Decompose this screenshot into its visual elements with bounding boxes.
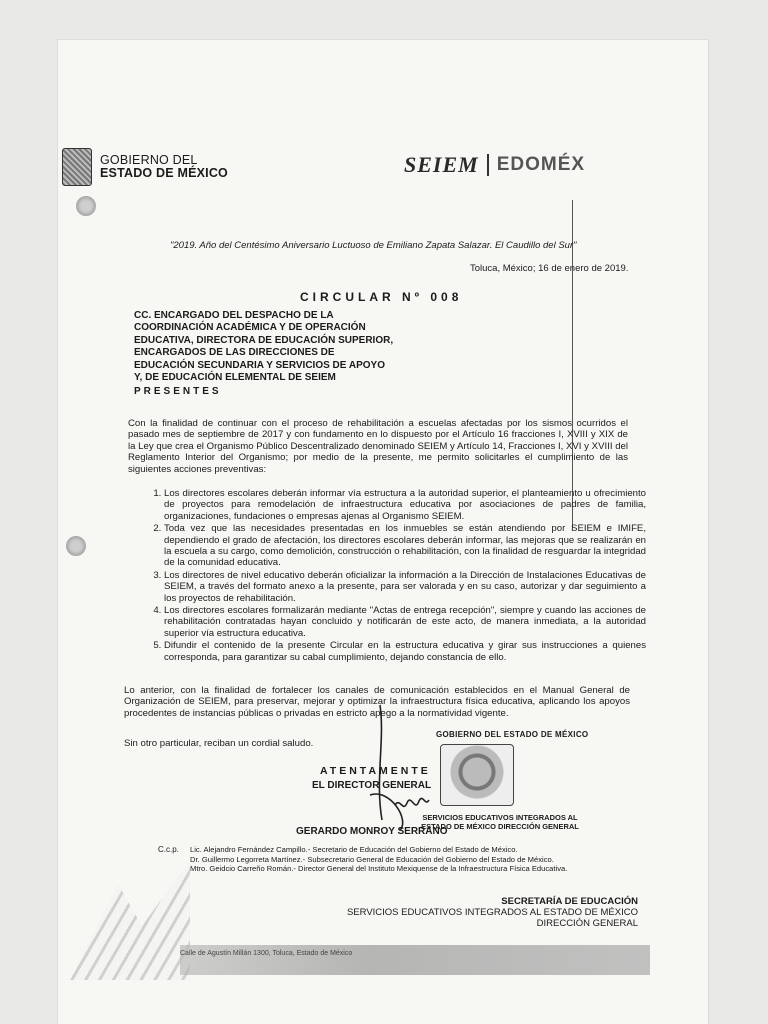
action-list: [144, 488, 646, 664]
ccp-label: C.c.p.: [158, 845, 179, 854]
addressee: CC. ENCARGADO DEL DESPACHO DE LA COORDINACIÓN ACADÉMICA Y DE OPERACIÓN EDUCATIVA, DIRECTORA DE EDUCACIÓN SUPERIOR, ENCARGADOS DE LAS DIRECCIONES DE EDUCACIÓN SECUNDARIA Y SERVICIOS DE APOYO Y, DE EDUCACIÓN ELEMENTAL DE SEIEM: [134, 310, 394, 384]
ccp-item: Mtro. Geidcio Carreño Román.- Director General del Instituto Mexiquense de la Infraestructura Física Educativa.: [190, 864, 568, 873]
list-item: 3. Los directores de nivel educativo deberán oficializar la información a la Dirección de Instalaciones Educativas de SEIEM, a través del formato anexo a la presente, para ser valorada y en su caso, autorizar y dar seguimiento a los proyectos de rehabilitación.: [164, 570, 646, 604]
ccp-item: Lic. Alejandro Fernández Campillo.- Secretario de Educación del Gobierno del Estado de México.: [190, 845, 518, 854]
farewell: Sin otro particular, reciban un cordial saludo.: [124, 738, 314, 749]
stamp-header: GOBIERNO DEL ESTADO DE MÉXICO: [436, 730, 589, 739]
punch-hole: [66, 536, 86, 556]
footer-address: Calle de Agustín Millán 1300, Toluca, Estado de México: [180, 950, 353, 957]
list-item: 1. Los directores escolares deberán informar vía estructura a la autoridad superior, el planteamiento u ofrecimiento de proyectos para remodelación de infraestructura educativa por asociaciones de padres de familia, organizaciones, fundaciones o empresas ajenas al Organismo SEIEM.: [164, 488, 646, 522]
ccp-item: Dr. Guillermo Legorreta Martínez.- Subsecretario General de Educación del Gobierno del Estado de México.: [190, 854, 554, 864]
footer-direccion: DIRECCIÓN GENERAL: [536, 918, 638, 929]
footer-secretaria: SECRETARÍA DE EDUCACIÓN: [501, 896, 638, 907]
atentamente: ATENTAMENTE: [320, 765, 431, 777]
state-seal-icon: [62, 148, 92, 186]
footer: [338, 896, 638, 929]
document-date: Toluca, México; 16 de enero de 2019.: [470, 263, 629, 274]
intro-paragraph: Con la finalidad de continuar con el proceso de rehabilitación a escuelas afectadas por los sismos ocurridos el pasado mes de septiembre de 2017 y con fundamento en lo dispuesto por el Artículo 16 fracciones I, XVIII y XIX de la Ley que crea el Organismo Público Descentralizado denominado SEIEM y Artículo 14, Fracciones I, XVI y XVIII del Reglamento Interior del Organismo; por medio de la presente, me permito solicitarles el cumplimiento de las siguientes acciones preventivas:: [128, 418, 628, 475]
edomex-wordmark: EDOMÉX: [496, 154, 586, 175]
stamp-text: SERVICIOS EDUCATIVOS INTEGRADOS AL ESTADO DE MÉXICO DIRECCIÓN GENERAL: [421, 813, 579, 831]
list-item: 2. Toda vez que las necesidades presentadas en los inmuebles se están atendiendo por SEIEM e IMIFE, dependiendo el grado de afectación, los directores escolares deberán informar, las mejoras que se realizarán en la escuela a su cargo, como demolición, construcción o rehabilitación, con la finalidad de resguardar la integridad de la comunidad educativa.: [164, 523, 646, 569]
logo-divider: [487, 154, 489, 176]
presentes: PRESENTES: [134, 386, 222, 397]
list-item: 5. Difundir el contenido de la presente Circular en la estructura educativa y girar sus instrucciones a quienes corresponda, para garantizar su cabal cumplimiento, dejando constancia de ello.: [164, 640, 646, 663]
circular-title: CIRCULAR Nº 008: [300, 290, 463, 304]
government-logo: [62, 148, 228, 186]
government-name: GOBIERNO DEL ESTADO DE MÉXICO: [100, 153, 228, 180]
seiem-wordmark: SEIEM: [404, 152, 479, 177]
seiem-logo: [404, 152, 585, 178]
footer-seiem: SERVICIOS EDUCATIVOS INTEGRADOS AL ESTADO DE MÉXICO: [346, 907, 638, 918]
closing-paragraph: Lo anterior, con la finalidad de fortalecer los canales de comunicación establecidos en el Manual General de Organización de SEIEM, para preservar, mejorar y optimizar la infraestructura física educativa, aplicando los apoyos procedentes de instancias públicas o privadas en estricto apego a la normatividad vigente.: [124, 685, 630, 719]
punch-hole: [76, 196, 96, 216]
director-title: EL DIRECTOR GENERAL: [312, 780, 432, 791]
year-motto: "2019. Año del Centésimo Aniversario Luctuoso de Emiliano Zapata Salazar. El Caudillo del Sur": [170, 240, 577, 251]
signer-name: GERARDO MONROY SERRANO: [296, 826, 448, 837]
list-item: 4. Los directores escolares formalizarán mediante "Actas de entrega recepción", siempre y cuando las acciones de rehabilitación contratadas hayan concluido y notificarán de este acto, de manera inmediata, a la autoridad superior vía estructura educativa.: [164, 605, 646, 639]
ccp-list: [190, 845, 640, 874]
